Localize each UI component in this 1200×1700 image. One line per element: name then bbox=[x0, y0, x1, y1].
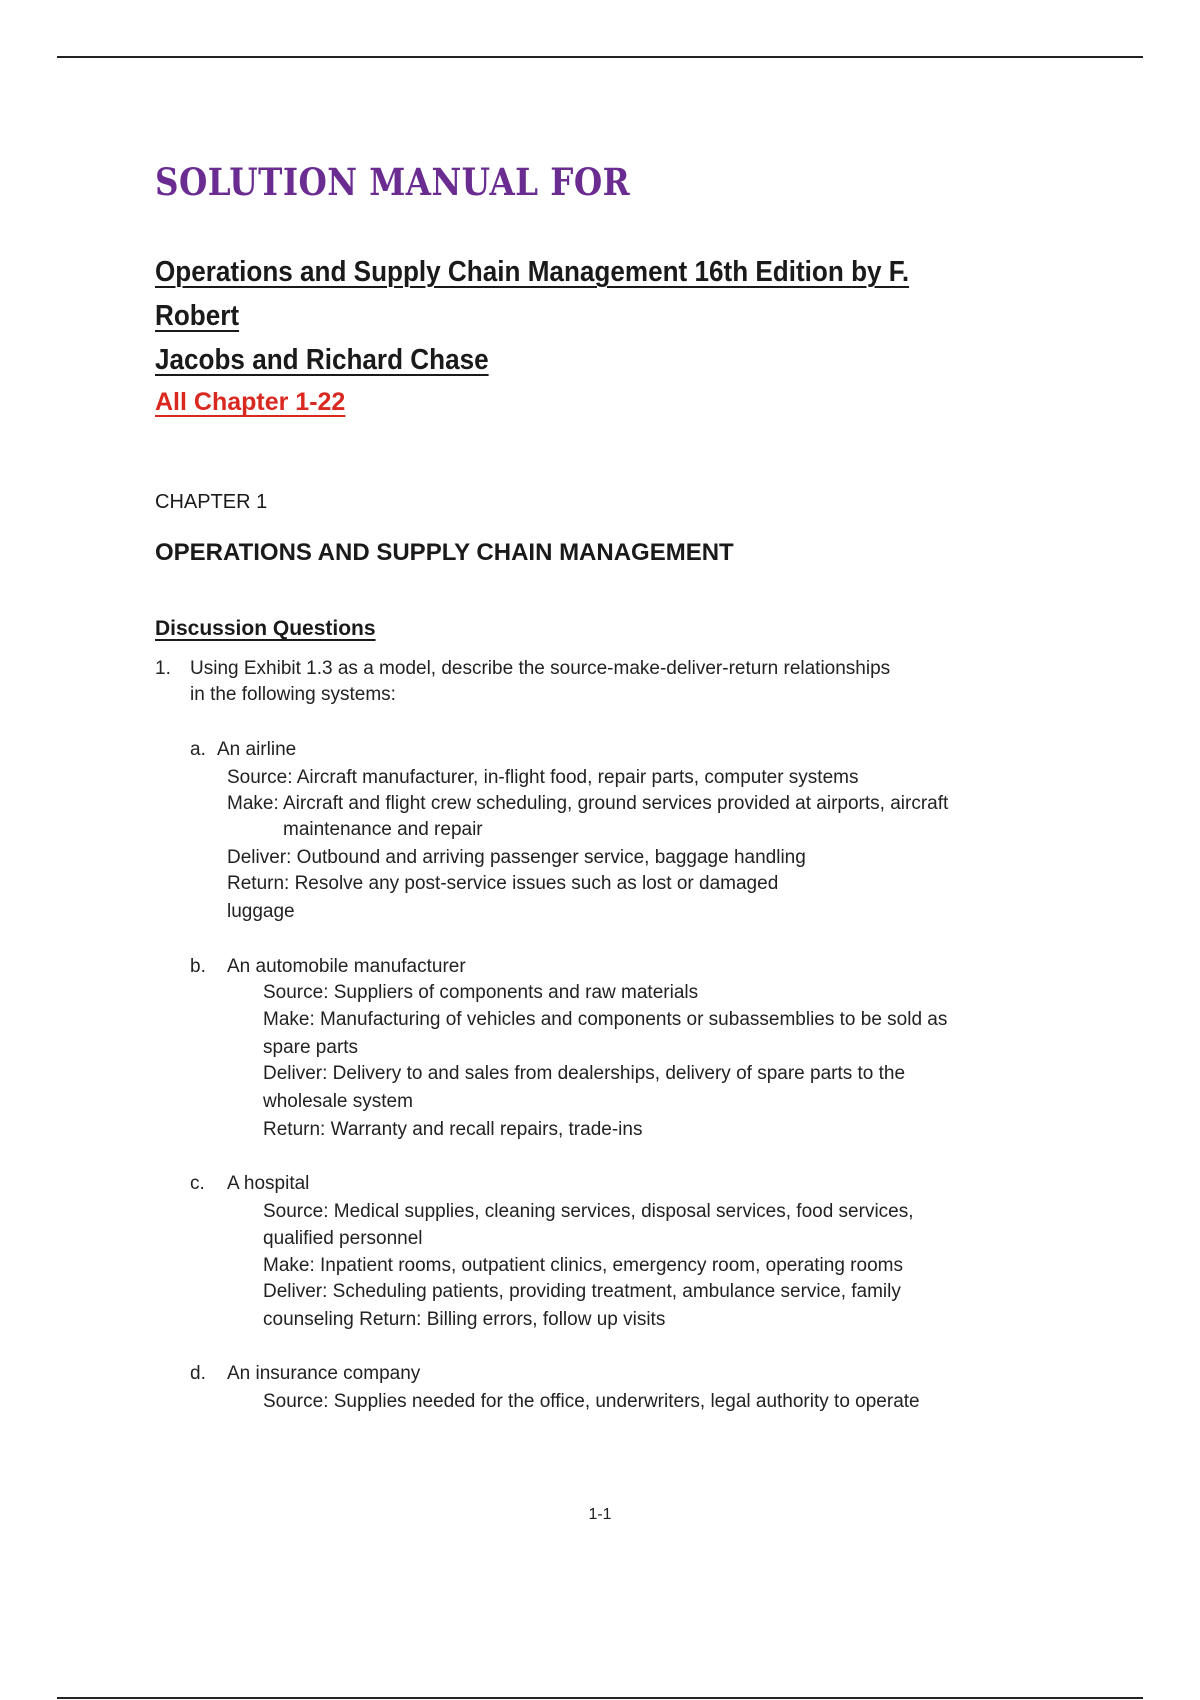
item-c-line: qualified personnel bbox=[263, 1228, 423, 1249]
page-number: 1-1 bbox=[588, 1506, 612, 1523]
book-title-line-2: Jacobs and Richard Chase bbox=[155, 344, 489, 376]
item-c-line: Deliver: Scheduling patients, providing treatment, ambulance service, family bbox=[263, 1281, 901, 1302]
chapter-number: CHAPTER 1 bbox=[155, 491, 268, 513]
item-b-line: Source: Suppliers of components and raw materials bbox=[263, 982, 699, 1003]
item-d-marker: d. bbox=[190, 1363, 206, 1384]
item-c-title: A hospital bbox=[227, 1173, 310, 1194]
discussion-questions-heading: Discussion Questions bbox=[155, 617, 376, 640]
chapter-title: OPERATIONS AND SUPPLY CHAIN MANAGEMENT bbox=[155, 539, 734, 566]
question-text-line-2: in the following systems: bbox=[190, 684, 396, 705]
item-c-line: counseling Return: Billing errors, follow up visits bbox=[263, 1309, 666, 1330]
item-c-line: Make: Inpatient rooms, outpatient clinics, emergency room, operating rooms bbox=[263, 1255, 903, 1276]
item-a-line: Source: Aircraft manufacturer, in-flight food, repair parts, computer systems bbox=[227, 767, 859, 788]
book-title-line-1: Operations and Supply Chain Management 16th Edition by F. Robert bbox=[155, 256, 910, 332]
question-number: 1. bbox=[155, 658, 171, 679]
item-b-title: An automobile manufacturer bbox=[227, 956, 466, 977]
item-d-line: Source: Supplies needed for the office, underwriters, legal authority to operate bbox=[263, 1391, 920, 1412]
top-rule bbox=[57, 56, 1143, 58]
bottom-rule bbox=[57, 1697, 1143, 1699]
item-b-line: spare parts bbox=[263, 1037, 359, 1058]
item-b-line: Make: Manufacturing of vehicles and components or subassemblies to be sold as bbox=[263, 1009, 948, 1030]
book-title bbox=[155, 250, 947, 382]
item-b-line: Return: Warranty and recall repairs, trade-ins bbox=[263, 1119, 643, 1140]
item-b-line: Deliver: Delivery to and sales from dealerships, delivery of spare parts to the bbox=[263, 1063, 906, 1084]
question-text-line-1: Using Exhibit 1.3 as a model, describe the source-make-deliver-return relationships bbox=[190, 658, 891, 679]
item-c-marker: c. bbox=[190, 1173, 205, 1194]
solution-manual-heading: SOLUTION MANUAL FOR bbox=[155, 160, 631, 204]
item-a-line: Deliver: Outbound and arriving passenger service, baggage handling bbox=[227, 847, 806, 868]
item-a-marker: a. bbox=[190, 739, 206, 760]
item-a-title: An airline bbox=[217, 739, 297, 760]
item-a-line: maintenance and repair bbox=[283, 819, 483, 840]
all-chapters-label: All Chapter 1-22 bbox=[155, 388, 346, 416]
item-d-title: An insurance company bbox=[227, 1363, 421, 1384]
item-b-marker: b. bbox=[190, 956, 206, 977]
item-c-line: Source: Medical supplies, cleaning services, disposal services, food services, bbox=[263, 1201, 914, 1222]
item-a-line: Make: Aircraft and flight crew scheduling, ground services provided at airports, aircraft bbox=[227, 793, 949, 814]
item-b-line: wholesale system bbox=[263, 1091, 413, 1112]
item-a-line: luggage bbox=[227, 901, 295, 922]
item-a-line: Return: Resolve any post-service issues such as lost or damaged bbox=[227, 873, 779, 894]
